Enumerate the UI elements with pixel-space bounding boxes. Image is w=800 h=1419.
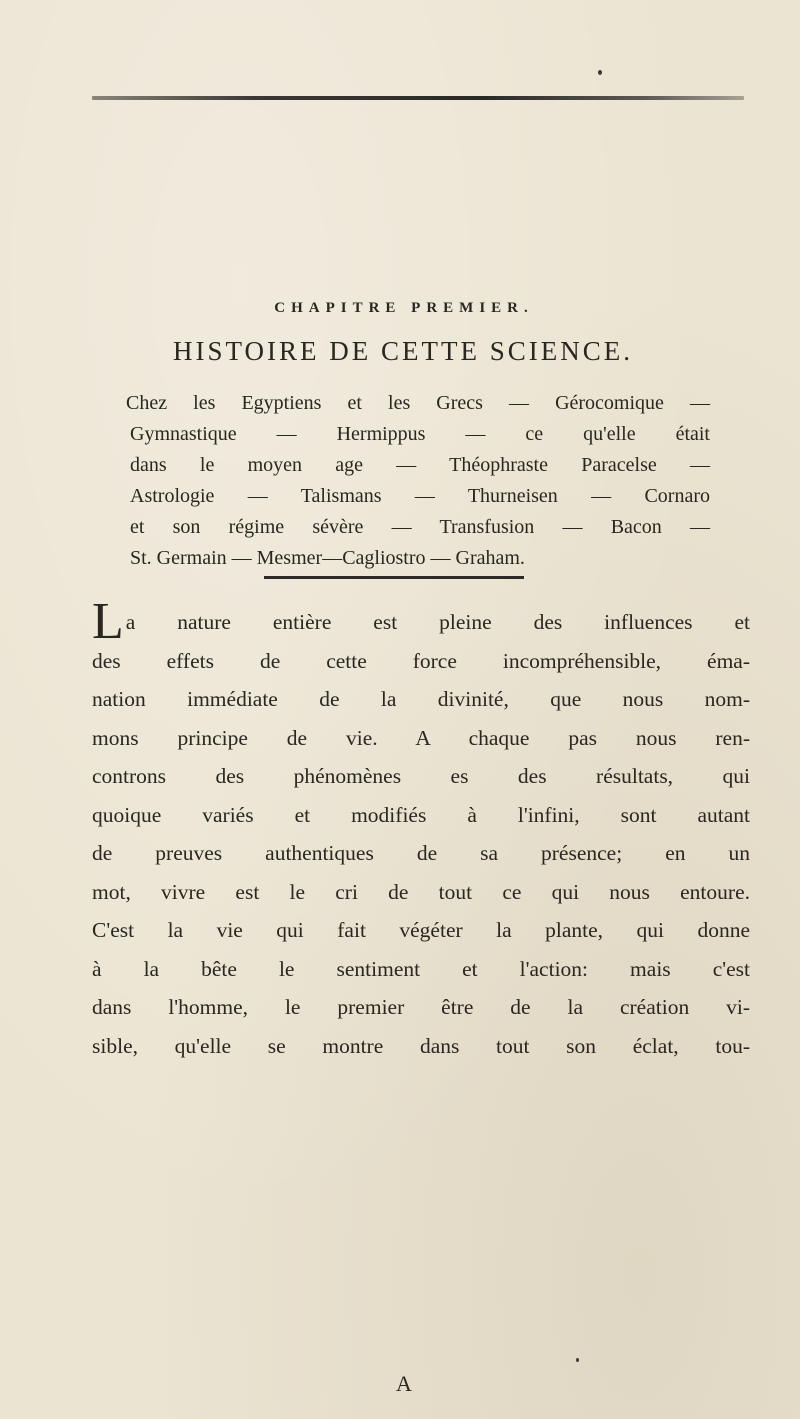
- signature-mark: A: [396, 1371, 412, 1396]
- summary-line: et son régime sévère — Transfusion — Bacon —: [130, 516, 710, 538]
- body-line: nation immédiate de la divinité, que nous nom-: [92, 687, 750, 711]
- summary-line: Astrologie — Talismans — Thurneisen — Cornaro: [130, 485, 710, 507]
- chapter-summary: [110, 388, 710, 574]
- body-line: des effets de cette force incompréhensible, éma-: [92, 648, 750, 673]
- summary-line: St. Germain — Mesmer—Cagliostro — Graham.: [130, 547, 525, 569]
- body-line: controns des phénomènes es des résultats, qui: [92, 764, 750, 788]
- top-rule: [92, 96, 744, 100]
- body-line: mot, vivre est le cri de tout ce qui nous entoure.: [92, 879, 750, 904]
- summary-line: Gymnastique — Hermippus — ce qu'elle était: [130, 423, 710, 445]
- chapter-title: HISTOIRE DE CETTE SCIENCE.: [173, 336, 633, 366]
- body-paragraph: [92, 593, 750, 1065]
- body-line: dans l'homme, le premier être de la création vi-: [92, 995, 750, 1019]
- body-line: mons principe de vie. A chaque pas nous ren-: [92, 725, 750, 750]
- ink-speck: [598, 70, 602, 75]
- summary-line: Chez les Egyptiens et les Grecs — Gérocomique —: [126, 392, 710, 414]
- body-line: quoique variés et modifiés à l'infini, sont autant: [92, 802, 750, 827]
- section-divider: [264, 576, 524, 579]
- chapter-heading: CHAPITRE PREMIER.: [274, 300, 534, 316]
- body-first-line: [92, 593, 750, 650]
- ink-speck: [576, 1358, 579, 1362]
- drop-cap: L: [92, 593, 124, 650]
- body-line: à la bête le sentiment et l'action: mais c'est: [92, 956, 750, 981]
- body-line: sible, qu'elle se montre dans tout son éclat, tou-: [92, 1033, 750, 1058]
- body-line: de preuves authentiques de sa présence; en un: [92, 841, 750, 865]
- body-line: C'est la vie qui fait végéter la plante, qui donne: [92, 918, 750, 942]
- summary-line: dans le moyen age — Théophraste Paracelse —: [130, 454, 710, 476]
- body-line: a nature entière est pleine des influences et: [125, 610, 750, 634]
